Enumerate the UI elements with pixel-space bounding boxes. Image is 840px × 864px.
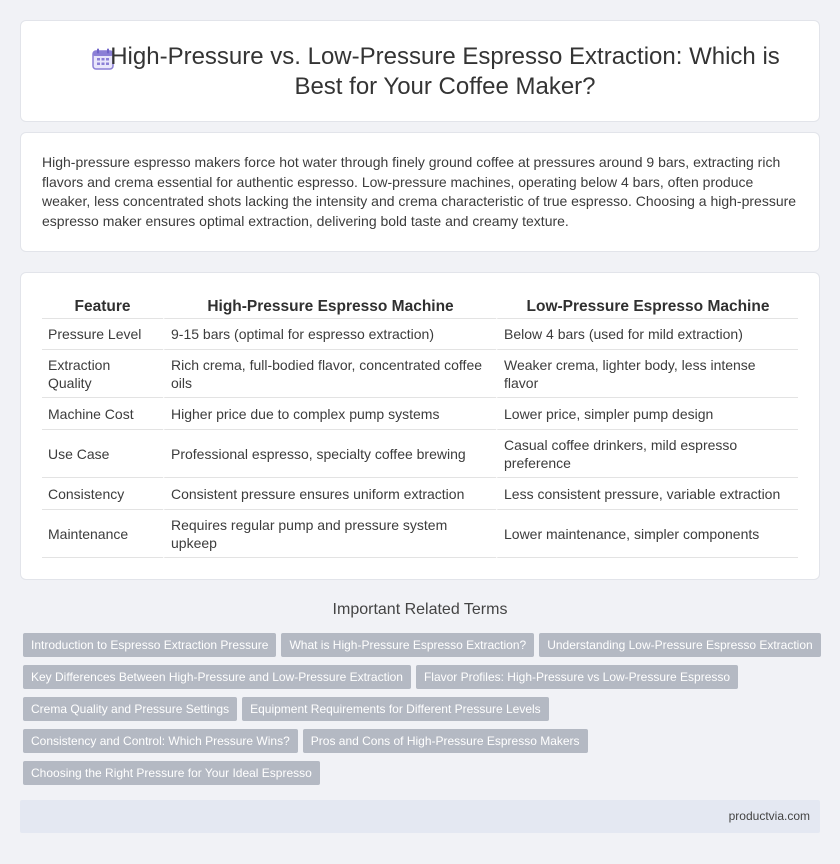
table-cell: Lower maintenance, simpler components (496, 510, 798, 558)
table-cell: Higher price due to complex pump systems (163, 398, 496, 430)
table-cell: Machine Cost (42, 398, 163, 430)
table-cell: Professional espresso, specialty coffee brewing (163, 430, 496, 478)
column-header-feature: Feature (42, 295, 163, 319)
table-cell: Consistent pressure ensures uniform extraction (163, 478, 496, 510)
related-term-tag[interactable]: Introduction to Espresso Extraction Pressure (23, 633, 276, 657)
table-cell: Weaker crema, lighter body, less intense flavor (496, 350, 798, 398)
table-row (42, 510, 798, 558)
table-cell: 9-15 bars (optimal for espresso extraction) (163, 319, 496, 350)
related-term-tag[interactable]: Crema Quality and Pressure Settings (23, 697, 237, 721)
table-row (42, 319, 798, 350)
header-card (20, 20, 820, 122)
table-cell: Lower price, simpler pump design (496, 398, 798, 430)
table-row (42, 398, 798, 430)
column-header-high-pressure: High-Pressure Espresso Machine (163, 295, 496, 319)
comparison-table (42, 295, 798, 558)
related-term-tag[interactable]: What is High-Pressure Espresso Extraction? (281, 633, 534, 657)
table-cell: Below 4 bars (used for mild extraction) (496, 319, 798, 350)
tag-row (23, 665, 823, 697)
intro-paragraph: High-pressure espresso makers force hot water through finely ground coffee at pressures around 9 bars, extracting rich flavors and crema essential for authentic espresso. Low-pressure machines, operating below 4 bars, often produce weaker, less concentrated shots lacking the intensity and crema characteristic of true espresso. Choosing a high-pressure espresso maker ensures optimal extraction, delivering bold taste and creamy texture. (42, 154, 797, 229)
tag-row (23, 697, 823, 729)
related-term-tag[interactable]: Key Differences Between High-Pressure and Low-Pressure Extraction (23, 665, 411, 689)
table-header-row (42, 295, 798, 319)
page-title: High-Pressure vs. Low-Pressure Espresso Extraction: Which is Best for Your Coffee Maker? (110, 43, 780, 100)
table-row (42, 350, 798, 398)
related-term-tag[interactable]: Understanding Low-Pressure Espresso Extraction (539, 633, 820, 657)
column-header-low-pressure: Low-Pressure Espresso Machine (496, 295, 798, 319)
table-cell: Extraction Quality (42, 350, 163, 398)
table-row (42, 478, 798, 510)
table-cell: Requires regular pump and pressure system upkeep (163, 510, 496, 558)
table-cell: Less consistent pressure, variable extraction (496, 478, 798, 510)
table-cell: Casual coffee drinkers, mild espresso preference (496, 430, 798, 478)
table-cell: Pressure Level (42, 319, 163, 350)
related-term-tag[interactable]: Flavor Profiles: High-Pressure vs Low-Pressure Espresso (416, 665, 738, 689)
related-terms-heading: Important Related Terms (332, 601, 508, 618)
related-term-tag[interactable]: Equipment Requirements for Different Pressure Levels (242, 697, 549, 721)
related-term-tag[interactable]: Consistency and Control: Which Pressure Wins? (23, 729, 298, 753)
related-terms-list (23, 633, 823, 793)
table-cell: Consistency (42, 478, 163, 510)
intro-card (20, 132, 820, 252)
footer-brand[interactable]: productvia.com (728, 809, 810, 823)
comparison-table-card (20, 272, 820, 580)
tag-row (23, 633, 823, 665)
related-term-tag[interactable]: Pros and Cons of High-Pressure Espresso Makers (303, 729, 588, 753)
table-cell: Maintenance (42, 510, 163, 558)
related-term-tag[interactable]: Choosing the Right Pressure for Your Ideal Espresso (23, 761, 320, 785)
footer (20, 800, 820, 833)
tag-row (23, 729, 823, 761)
table-row (42, 430, 798, 478)
table-cell: Use Case (42, 430, 163, 478)
tag-row (23, 761, 823, 793)
table-cell: Rich crema, full-bodied flavor, concentrated coffee oils (163, 350, 496, 398)
